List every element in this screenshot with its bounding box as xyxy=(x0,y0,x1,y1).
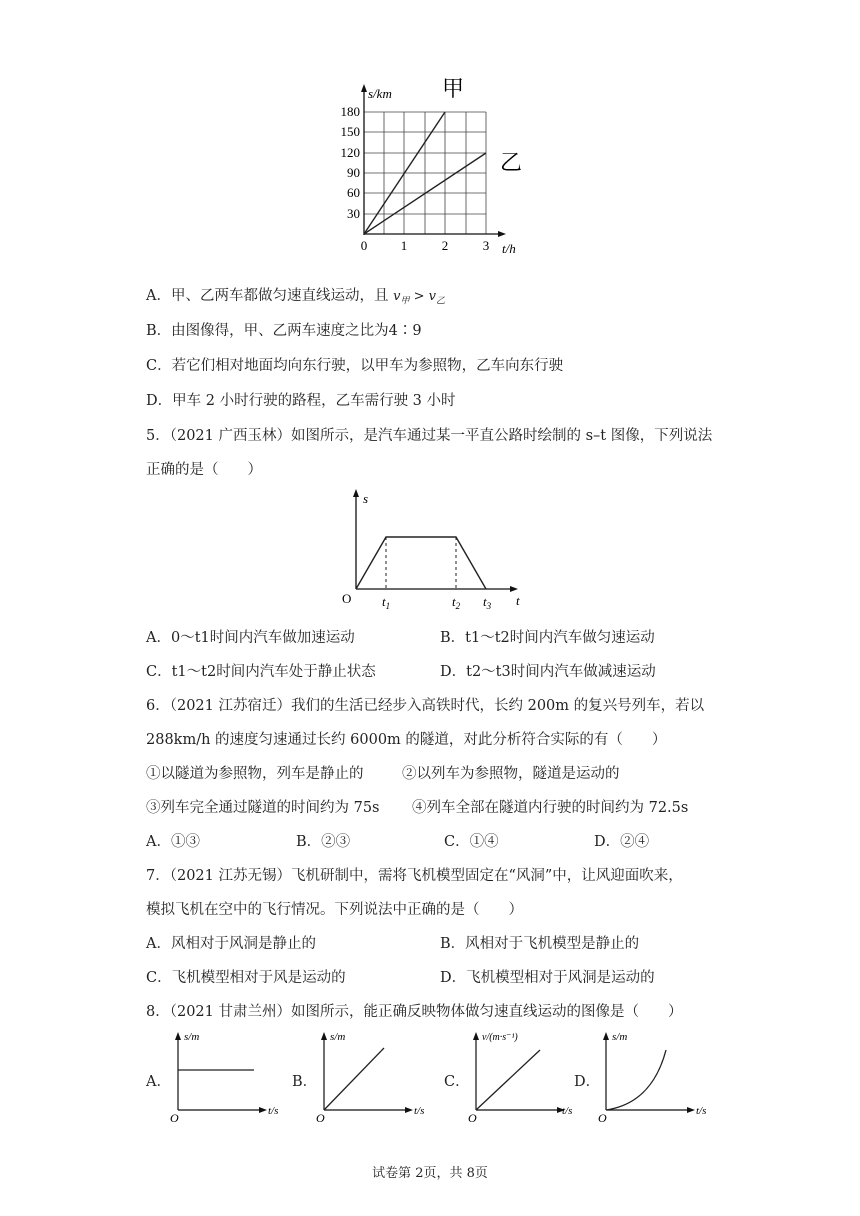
q6-statement-2: ②以列车为参照物，隧道是运动的 xyxy=(402,766,620,782)
y-tick: 90 xyxy=(347,165,360,180)
x-tick: 3 xyxy=(482,238,490,253)
q8d-y-label: s/m xyxy=(612,1031,628,1043)
q8a-y-label: s/m xyxy=(184,1031,200,1043)
q5-origin: O xyxy=(342,591,352,606)
q6-statement-3: ③列车完全通过隧道的时间约为 75s xyxy=(146,800,380,816)
q8c-curve xyxy=(476,1050,540,1110)
q5-stem-line1: 5．（2021 广西玉林）如图所示，是汽车通过某一平直公路时绘制的 s–t 图像，下列说法 xyxy=(146,428,713,444)
chart1-y-arrow xyxy=(361,84,367,92)
q6-option-d: D．②④ xyxy=(594,834,650,850)
q5-s-t-graph xyxy=(338,484,538,614)
series-label-jia: 甲 xyxy=(442,76,465,101)
q6-stem-line2: 288km/h 的速度匀速通过长约 6000m 的隧道，对此分析符合实际的有（ ） xyxy=(146,732,667,748)
q5-stem-line2: 正确的是（ ） xyxy=(146,462,262,478)
q8d-x-arrow xyxy=(687,1107,695,1113)
chart1-grid xyxy=(364,112,486,234)
q7-option-c: C．飞机模型相对于风是运动的 xyxy=(146,970,346,986)
q6-statement-4: ④列车全部在隧道内行驶的时间约为 72.5s xyxy=(412,800,689,816)
q8d-origin: O xyxy=(598,1111,607,1125)
q5-option-c: C．t1～t2时间内汽车处于静止状态 xyxy=(146,664,376,680)
chart-s-t-jia-yi xyxy=(330,72,530,262)
q5-y-arrow xyxy=(353,489,359,497)
q8c-y-label: v/(m·s⁻¹) xyxy=(482,1032,518,1043)
q8-graph-d xyxy=(594,1026,714,1126)
x-tick: 1 xyxy=(400,238,408,253)
q4-option-b: B．由图像得，甲、乙两车速度之比为4∶9 xyxy=(146,323,422,339)
q8a-origin: O xyxy=(170,1111,179,1125)
q8b-y-arrow xyxy=(321,1032,327,1040)
q8b-x-label: t/s xyxy=(414,1105,425,1117)
q8a-x-arrow xyxy=(259,1107,267,1113)
q7-option-d: D．飞机模型相对于风洞是运动的 xyxy=(440,970,655,986)
q5-y-label: s xyxy=(363,491,369,506)
q8-graph-c xyxy=(464,1026,584,1126)
q5-x-arrow xyxy=(510,586,518,592)
q8d-x-label: t/s xyxy=(696,1105,707,1117)
q8-graph-a-label: A． xyxy=(146,1074,171,1090)
chart1-y-label: s/km xyxy=(368,86,392,101)
q8b-origin: O xyxy=(316,1111,325,1125)
q6-option-a: A．①③ xyxy=(146,834,200,850)
q8c-x-label: t/s xyxy=(562,1105,573,1117)
q8-graph-c-label: C． xyxy=(444,1074,470,1090)
chart1-x-arrow xyxy=(498,231,506,237)
q8a-x-label: t/s xyxy=(268,1105,279,1117)
q5-option-d: D．t2～t3时间内汽车做减速运动 xyxy=(440,664,656,680)
q5-t1-label: $t_1$ xyxy=(382,594,391,611)
q6-option-b: B．②③ xyxy=(296,834,351,850)
q7-option-a: A．风相对于风洞是静止的 xyxy=(146,936,316,952)
q8d-y-arrow xyxy=(603,1032,609,1040)
q8d-curve xyxy=(606,1050,666,1110)
x-tick: 2 xyxy=(441,238,449,253)
q8a-y-arrow xyxy=(175,1032,181,1040)
q5-trapezoid-curve xyxy=(356,537,486,589)
q4-option-d: D．甲车 2 小时行驶的路程，乙车需行驶 3 小时 xyxy=(146,393,456,409)
series-label-yi: 乙 xyxy=(500,150,523,175)
y-tick: 60 xyxy=(347,185,360,200)
q8b-curve xyxy=(324,1048,384,1110)
q6-option-c: C．①④ xyxy=(444,834,499,850)
q5-option-b: B．t1～t2时间内汽车做匀速运动 xyxy=(440,630,655,646)
y-tick: 180 xyxy=(340,104,360,119)
y-tick: 150 xyxy=(340,124,360,139)
q7-stem-line2: 模拟飞机在空中的飞行情况。下列说法中正确的是（ ） xyxy=(146,902,523,918)
q4-option-a xyxy=(146,284,445,307)
q8-graph-d-label: D． xyxy=(574,1074,601,1090)
q4-option-c: C．若它们相对地面均向东行驶，以甲车为参照物，乙车向东行驶 xyxy=(146,358,564,374)
q4-option-a-velocity: $v_甲 > v_乙$ xyxy=(393,289,445,307)
q8-graph-b xyxy=(312,1026,432,1126)
q6-stem-line1: 6．（2021 江苏宿迁）我们的生活已经步入高铁时代，长约 200m 的复兴号列车，若以 xyxy=(146,698,705,714)
q8-stem: 8．（2021 甘肃兰州）如图所示，能正确反映物体做匀速直线运动的图像是（ ） xyxy=(146,1004,683,1020)
q6-statement-1: ①以隧道为参照物，列车是静止的 xyxy=(146,766,364,782)
y-tick: 30 xyxy=(347,206,360,221)
q5-t3-label: $t_3$ xyxy=(483,594,492,611)
q8b-y-label: s/m xyxy=(330,1031,346,1043)
q5-t2-label: $t_2$ xyxy=(452,594,461,611)
page-footer: 试卷第 2页，共 8页 xyxy=(372,1166,488,1181)
q4-option-a-text: A．甲、乙两车都做匀速直线运动，且 xyxy=(146,288,389,304)
q8c-origin: O xyxy=(468,1111,477,1125)
q8b-x-arrow xyxy=(405,1107,413,1113)
x-tick: 0 xyxy=(360,238,368,253)
q7-stem-line1: 7．（2021 江苏无锡）飞机研制中，需将飞机模型固定在“风洞”中，让风迎面吹来， xyxy=(146,868,683,884)
q7-option-b: B．风相对于飞机模型是静止的 xyxy=(440,936,640,952)
q8-graph-a xyxy=(166,1026,286,1126)
chart1-x-label: t/h xyxy=(502,241,516,256)
q8c-y-arrow xyxy=(473,1032,479,1040)
q5-option-a: A．0～t1时间内汽车做加速运动 xyxy=(146,630,355,646)
q5-x-label: t xyxy=(516,593,520,608)
y-tick: 120 xyxy=(340,145,360,160)
q8-graph-b-label: B． xyxy=(292,1074,318,1090)
